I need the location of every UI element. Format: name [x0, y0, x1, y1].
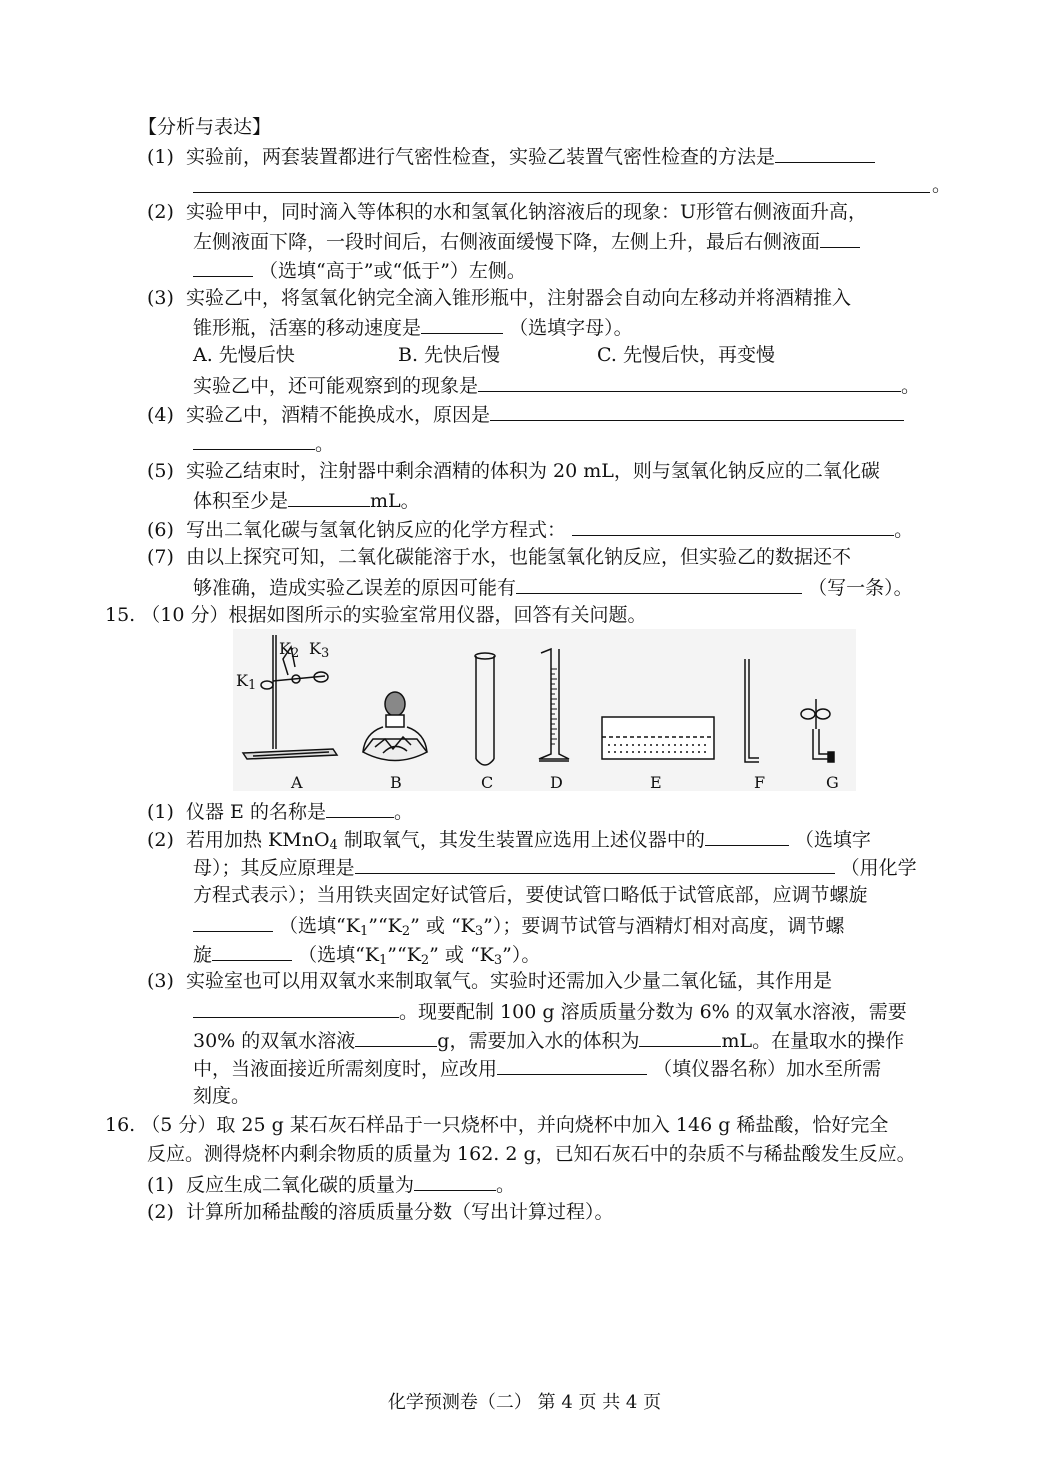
k3-label: $K_3$	[309, 639, 330, 661]
figure-label-f: F	[754, 773, 766, 792]
q16-p2-number: (2)	[147, 1201, 174, 1223]
q3-text1: 实验乙中，将氢氧化钠完全滴入锥形瓶中，注射器会自动向左移动并将酒精推入	[186, 287, 852, 309]
q15-p2-blank-a[interactable]	[705, 825, 789, 846]
q4-text1: 实验乙中，酒精不能换成水，原因是	[186, 404, 491, 426]
q15-p1-text: 仪器 E 的名称是	[186, 801, 326, 823]
figure-label-e: E	[650, 773, 662, 792]
q7-text2: 够准确，造成实验乙误差的原因可能有	[193, 577, 517, 599]
q16-line2: 反应。测得烧杯内剩余物质的质量为 162. 2 g，已知石灰石中的杂质不与稀盐酸发生反应。	[147, 1143, 916, 1165]
q15-p3-number: (3)	[147, 970, 174, 992]
q15-p2-subscript: 4	[329, 838, 338, 853]
k1-label: $K_1$	[236, 671, 257, 693]
q15-p3-blank-b[interactable]	[355, 1026, 437, 1047]
q5-unit: mL。	[370, 490, 420, 512]
q1-number: (1)	[147, 146, 174, 168]
q4-number: (4)	[147, 404, 174, 426]
q16-p1-end: 。	[496, 1174, 516, 1196]
q2-line2	[193, 227, 860, 255]
bent-glass-tube	[745, 659, 759, 762]
q5-line1	[147, 458, 880, 484]
q15-p2-text1a: 若用加热 KMnO	[186, 829, 330, 851]
q1-text: 实验前，两套装置都进行气密性检查，实验乙装置气密性检查的方法是	[186, 146, 776, 168]
q15-p3-blank-a[interactable]	[193, 997, 399, 1018]
q7-text1: 由以上探究可知，二氧化碳能溶于水，也能氢氧化钠反应，但实验乙的数据还不	[186, 546, 852, 568]
q7-line1	[147, 544, 851, 570]
q1-line1	[147, 142, 875, 170]
measuring-cylinder	[539, 649, 569, 761]
section-heading: 【分析与表达】	[138, 116, 272, 138]
spring-clamp-tube	[801, 699, 834, 762]
q3-line2	[193, 313, 633, 341]
q2-blank-a[interactable]	[820, 227, 860, 248]
q3-line1	[147, 285, 851, 311]
q6-line1	[147, 515, 913, 543]
figure-label-g: G	[826, 773, 839, 792]
q15-p3-blank-c[interactable]	[639, 1026, 721, 1047]
q2-text1: 实验甲中，同时滴入等体积的水和氢氧化钠溶液后的现象：U形管右侧液面升高，	[186, 201, 868, 223]
q15-p3-line2	[193, 997, 907, 1025]
q3-text2b: （选填字母）。	[509, 317, 633, 339]
q15-p2-text1c: （选填字	[794, 829, 871, 851]
q3-option-a: A. 先慢后快	[193, 344, 295, 366]
figure-label-b: B	[390, 773, 402, 792]
q4-end: 。	[315, 433, 335, 455]
q15-p3-line4: 中，当液面接近所需刻度时，应改用 （填仪器名称）加水至所需	[193, 1054, 881, 1082]
q15-p2-line4: （选填“$K_1”“K_2$” 或 “$K_3$”）；要调节试管与酒精灯相对高度，调节螺	[193, 911, 844, 945]
q15-p2-line2	[193, 853, 917, 881]
k2-label: $K_2$	[279, 639, 300, 661]
test-tube	[475, 653, 495, 765]
q16-text1: （5 分）取 25 g 某石灰石样品于一只烧杯中，并向烧杯中加入 146 g 稀盐酸，恰好完全	[141, 1114, 889, 1136]
q3-option-b: B. 先快后慢	[398, 344, 501, 366]
q5-text1: 实验乙结束时，注射器中剩余酒精的体积为 20 mL，则与氢氧化钠反应的二氧化碳	[186, 460, 880, 482]
q2-line3	[193, 256, 526, 284]
figure-label-d: D	[550, 773, 563, 792]
q5-blank[interactable]	[288, 486, 370, 507]
q2-text2: 左侧液面下降，一段时间后，右侧液面缓慢下降，左侧上升，最后右侧液面	[193, 231, 821, 253]
figure-label-a: A	[291, 773, 303, 792]
page-footer: 化学预测卷（二） 第 4 页 共 4 页	[387, 1392, 662, 1413]
q16-p1	[147, 1170, 515, 1198]
q7-number: (7)	[147, 546, 174, 568]
q15-p2-text2b: （用化学	[840, 857, 917, 879]
q15-p3-text2: 。现要配制 100 g 溶质质量分数为 6% 的双氧水溶液，需要	[399, 1001, 907, 1023]
q15-p2-number: (2)	[147, 829, 174, 851]
q15-p3-line5: 刻度。	[193, 1085, 251, 1107]
q6-number: (6)	[147, 519, 174, 541]
q16-p2-text: 计算所加稀盐酸的溶质质量分数（写出计算过程）。	[186, 1201, 614, 1223]
q15-number: 15.	[105, 604, 136, 626]
q15-p2-blank-d[interactable]	[212, 940, 292, 961]
q15-p3-line3: 30% 的双氧水溶液 g，需要加入水的体积为 mL。在量取水的操作	[193, 1026, 904, 1054]
q3-line4	[193, 371, 920, 399]
q4-line1	[147, 400, 904, 428]
q5-number: (5)	[147, 460, 174, 482]
q15-p3-line1	[147, 968, 832, 994]
q15-p2-text2a: 母）；其反应原理是	[193, 857, 355, 879]
q5-line2	[193, 486, 420, 514]
q2-text3: （选填“高于”或“低于”）左侧。	[259, 260, 526, 282]
q7-blank[interactable]	[516, 573, 802, 594]
q6-text1: 写出二氧化碳与氢氧化钠反应的化学方程式：	[186, 519, 567, 541]
q16-number: 16.	[105, 1114, 136, 1136]
q15-p2-blank-b[interactable]	[355, 853, 835, 874]
q15-p3-blank-d[interactable]	[497, 1054, 647, 1075]
q6-end: 。	[894, 519, 914, 541]
q16-p1-blank[interactable]	[414, 1170, 496, 1191]
q3-text4: 实验乙中，还可能观察到的现象是	[193, 375, 479, 397]
q5-text2: 体积至少是	[193, 490, 289, 512]
q15-p1-end: 。	[393, 801, 413, 823]
q6-blank[interactable]	[572, 515, 894, 536]
q4-blank-b[interactable]	[193, 429, 315, 450]
q16-p2	[147, 1199, 614, 1225]
q15-p1-number: (1)	[147, 801, 174, 823]
q4-line2	[193, 429, 334, 457]
q15-p2-line3: 方程式表示）；当用铁夹固定好试管后，要使试管口略低于试管底部，应调节螺旋	[193, 884, 868, 906]
q16-p1-text: 反应生成二氧化碳的质量为	[186, 1174, 415, 1196]
q16-p1-number: (1)	[147, 1174, 174, 1196]
q15-p2-line5: 旋 （选填“$K_1”“K_2$” 或 “$K_3$”）。	[193, 940, 540, 974]
q2-number: (2)	[147, 201, 174, 223]
q2-line1	[147, 199, 867, 225]
q3-number: (3)	[147, 287, 174, 309]
q15-p1	[147, 797, 413, 825]
q3-text2: 锥形瓶，活塞的移动速度是	[193, 317, 422, 339]
q7-text2b: （写一条）。	[808, 577, 913, 599]
q7-line2	[193, 573, 913, 601]
q16-line1	[105, 1112, 888, 1138]
q1-end: 。	[932, 174, 952, 196]
q15-p2-text1b: 制取氧气，其发生装置应选用上述仪器中的	[337, 829, 705, 851]
q3-end: 。	[901, 375, 921, 397]
figure-label-c: C	[481, 773, 494, 792]
q2-blank-b[interactable]	[193, 256, 253, 277]
q15-p3-text1: 实验室也可以用双氧水来制取氧气。实验时还需加入少量二氧化锰，其作用是	[186, 970, 833, 992]
q15-text: （10 分）根据如图所示的实验室常用仪器，回答有关问题。	[141, 604, 647, 626]
q15-p2-blank-c[interactable]	[193, 911, 273, 932]
q15-p1-blank[interactable]	[326, 797, 394, 818]
alcohol-lamp	[363, 692, 427, 761]
q1-blank-b[interactable]	[193, 192, 930, 193]
q4-blank-a[interactable]	[490, 400, 904, 421]
q15-heading	[105, 602, 646, 628]
water-trough	[602, 717, 714, 759]
q3-blank-b[interactable]	[478, 371, 901, 392]
q3-option-c: C. 先慢后快，再变慢	[597, 344, 775, 366]
q3-blank-a[interactable]	[421, 313, 503, 334]
q1-blank-a[interactable]	[775, 142, 875, 163]
